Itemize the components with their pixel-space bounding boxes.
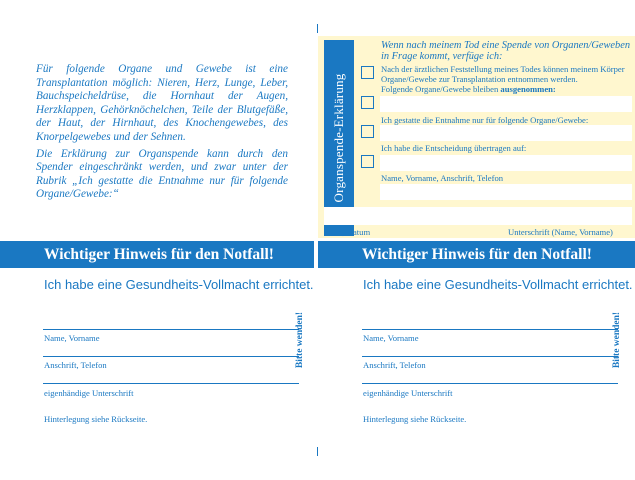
signature-line-left[interactable]	[43, 383, 299, 384]
name-label-right: Name, Vorname	[363, 333, 419, 343]
name-line-left[interactable]	[43, 329, 299, 330]
signature-line-right[interactable]	[362, 383, 618, 384]
option-consent-all-text: Nach der ärztlichen Feststellung meines Todes können meinem Körper Organe/Gewebe zur Transplantation entnommen werden.	[381, 64, 625, 84]
option-exclude-organs-bold: ausgenommen:	[500, 84, 556, 94]
signature-label-right: eigenhändige Unterschrift	[363, 388, 453, 398]
organ-info-paragraph-1: Für folgende Organe und Gewebe ist eine Transplantation möglich: Nieren, Herz, Lunge, Leber, Bauchspeicheldrüse, die Hornhaut der Augen, Herzklappen, Gehörknöchelchen, Teile der Blutgefäße, der Haut, der Hirnhaut, des Knochengewebes, des Knorpelgewebes und der Sehnen.	[36, 63, 288, 143]
name-label-left: Name, Vorname	[44, 333, 100, 343]
delegate-name-label: Name, Vorname, Anschrift, Telefon	[381, 173, 504, 183]
emergency-banner-left-text: Wichtiger Hinweis für den Notfall!	[44, 246, 274, 263]
emergency-banner-right-text: Wichtiger Hinweis für den Notfall!	[362, 246, 592, 263]
option-exclude-organs-text: Folgende Organe/Gewebe bleiben ausgenommen:	[381, 84, 556, 94]
organ-donor-title-text: Organspende-Erklärung	[331, 73, 346, 203]
address-label-right: Anschrift, Telefon	[363, 360, 426, 370]
turn-over-left	[268, 311, 348, 369]
signature-label: Unterschrift (Name, Vorname)	[508, 227, 613, 237]
checkbox-exclude-organs[interactable]	[361, 96, 374, 109]
address-label-left: Anschrift, Telefon	[44, 360, 107, 370]
name-line-right[interactable]	[362, 329, 618, 330]
checkbox-consent-all[interactable]	[361, 66, 374, 79]
turn-over-right	[585, 311, 635, 369]
health-proxy-statement-left: Ich habe eine Gesundheits-Vollmacht errichtet.	[44, 277, 314, 292]
exclude-organs-field[interactable]	[380, 96, 632, 112]
place-date-signature-field[interactable]	[324, 207, 632, 225]
place-date-label: Ort, Datum	[331, 227, 371, 237]
deposit-note-left: Hinterlegung siehe Rückseite.	[44, 414, 148, 424]
donor-card-heading: Wenn nach meinem Tod eine Spende von Organen/Geweben in Frage kommt, verfüge ich:	[381, 40, 631, 62]
delegate-field[interactable]	[380, 155, 632, 171]
turn-over-right-text: Bitte wenden!	[612, 311, 623, 369]
signature-label-left: eigenhändige Unterschrift	[44, 388, 134, 398]
address-line-left[interactable]	[43, 356, 299, 357]
deposit-note-right: Hinterlegung siehe Rückseite.	[363, 414, 467, 424]
fold-mark-top	[317, 24, 318, 33]
health-proxy-statement-right: Ich habe eine Gesundheits-Vollmacht errichtet.	[363, 277, 633, 292]
turn-over-left-text: Bitte wenden!	[295, 311, 306, 369]
address-line-right[interactable]	[362, 356, 618, 357]
checkbox-delegate-decision[interactable]	[361, 155, 374, 168]
organ-info-text	[36, 63, 288, 205]
emergency-banner-right	[318, 241, 635, 268]
option-delegate-text: Ich habe die Entscheidung übertragen auf:	[381, 143, 527, 153]
fold-mark-bottom	[317, 447, 318, 456]
emergency-banner-left	[0, 241, 314, 268]
option-permit-only-text: Ich gestatte die Entnahme nur für folgende Organe/Gewebe:	[381, 115, 589, 125]
organ-info-paragraph-2: Die Erklärung zur Organspende kann durch den Spender eingeschränkt werden, und zwar unter der Rubrik „Ich gestatte die Entnahme nur für folgende Organe/Gewebe:“	[36, 147, 288, 201]
checkbox-permit-only[interactable]	[361, 125, 374, 138]
delegate-name-field[interactable]	[380, 184, 632, 200]
permit-only-field[interactable]	[380, 125, 632, 141]
